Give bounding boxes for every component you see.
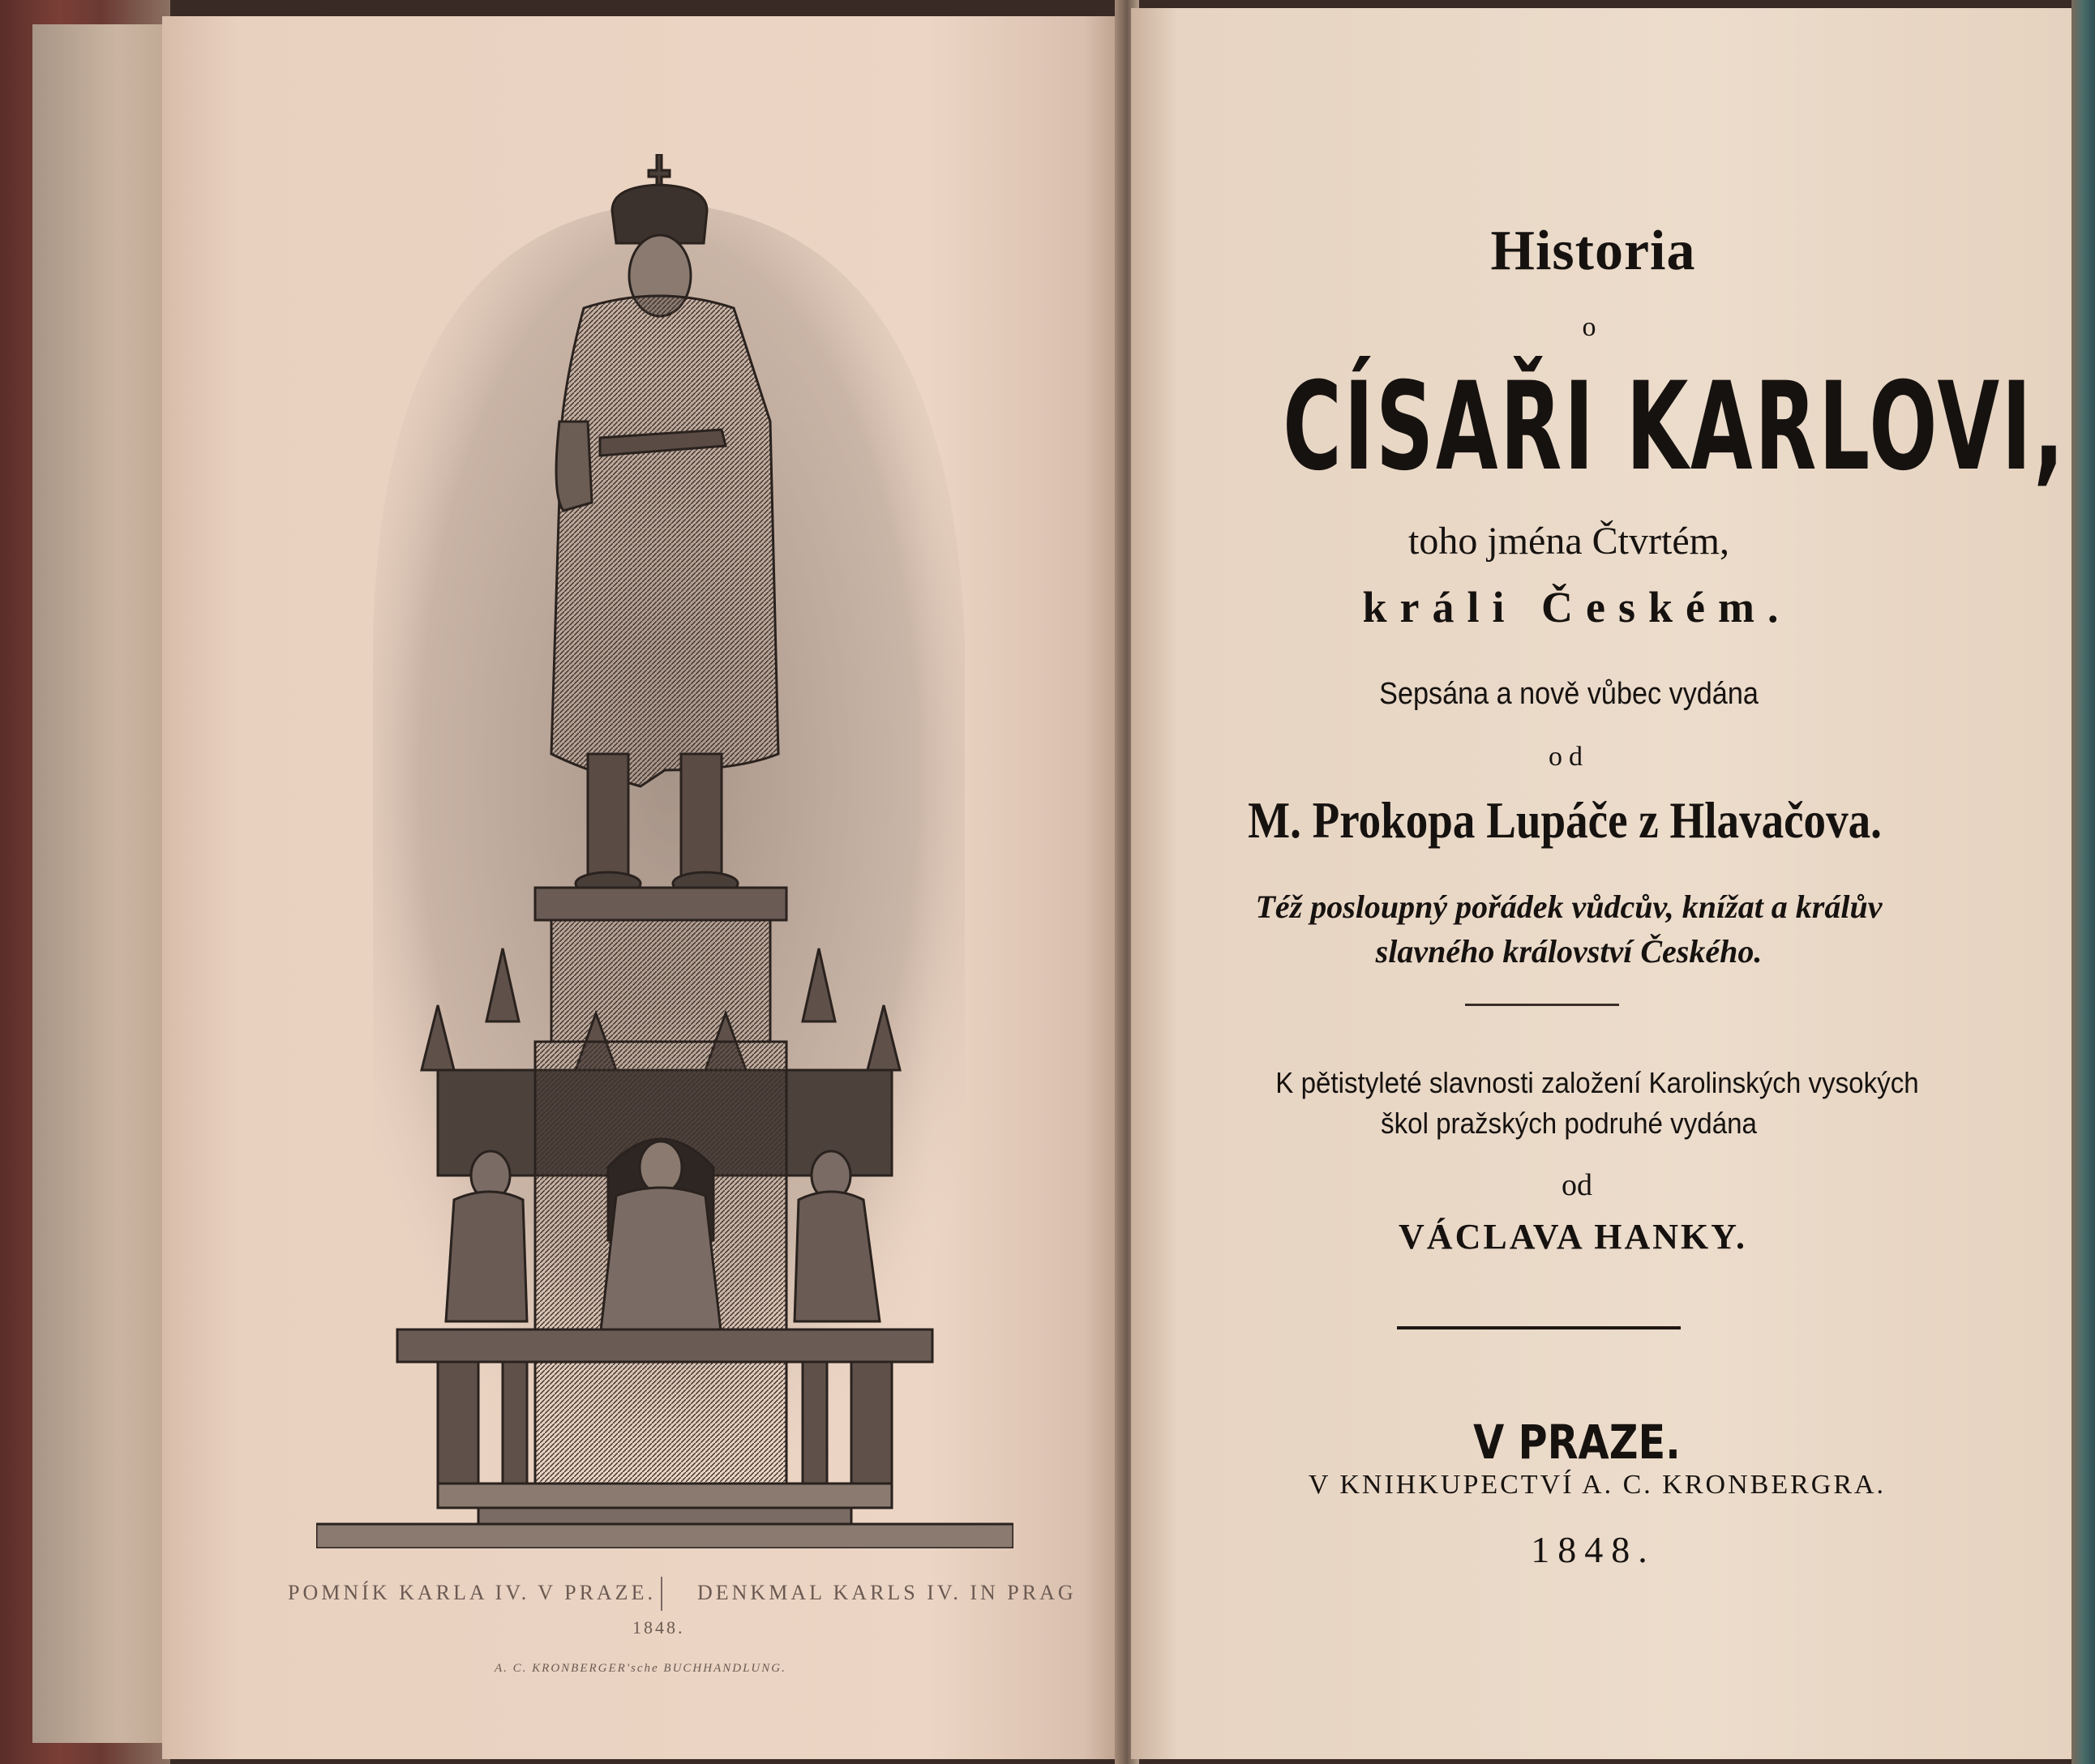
title-historia: Historia: [1490, 220, 1696, 282]
subtitle-toho: toho jména Čtvrtém,: [1408, 520, 1729, 563]
plate-captions: [243, 1577, 1077, 1706]
editor-name: VÁCLAVA HANKY.: [1399, 1217, 1747, 1257]
title-page: [1131, 0, 2071, 1764]
short-rule: [1465, 1004, 1619, 1006]
caption-czech: POMNÍK KARLA IV. V PRAZE.: [288, 1581, 656, 1604]
author-name: M. Prokopa Lupáče z Hlavačova.: [1248, 791, 1882, 849]
caption-year: 1848.: [632, 1617, 685, 1638]
subtitle-krali: králi Českém.: [1362, 583, 1792, 632]
subtitle-slavneho: slavného království Českého.: [1375, 933, 1763, 970]
edition-note-2: škol pražských podruhé vydána: [1381, 1107, 1757, 1140]
subtitle-sepsana: Sepsána a nově vůbec vydána: [1379, 677, 1759, 711]
page-stack-edge: [32, 24, 176, 1743]
long-rule: [1397, 1326, 1681, 1329]
imprint-city: V PRAZE.: [1473, 1415, 1681, 1470]
imprint-year: 1848.: [1531, 1529, 1656, 1570]
imprint-publisher: V KNIHKUPECTVÍ A. C. KRONBERGRA.: [1308, 1470, 1887, 1500]
monument-engraving: [316, 154, 1013, 1548]
by-od-1: od: [1549, 742, 1589, 772]
subtitle-tez: Též posloupný pořádek vůdcův, knížat a králův: [1255, 888, 1883, 925]
caption-divider: [661, 1577, 662, 1611]
by-od-2: od: [1562, 1168, 1592, 1202]
caption-german: DENKMAL KARLS IV. IN PRAG: [697, 1581, 1077, 1604]
right-cover-edge: [2071, 0, 2095, 1764]
title-main: CÍSAŘI KARLOVI,: [1283, 357, 2067, 498]
edition-note-1: K pětistyleté slavnosti založení Karolinských vysokých: [1275, 1066, 1919, 1099]
title-o: o: [1582, 312, 1596, 342]
caption-publisher: A. C. KRONBERGER'sche BUCHHANDLUNG.: [495, 1662, 786, 1675]
